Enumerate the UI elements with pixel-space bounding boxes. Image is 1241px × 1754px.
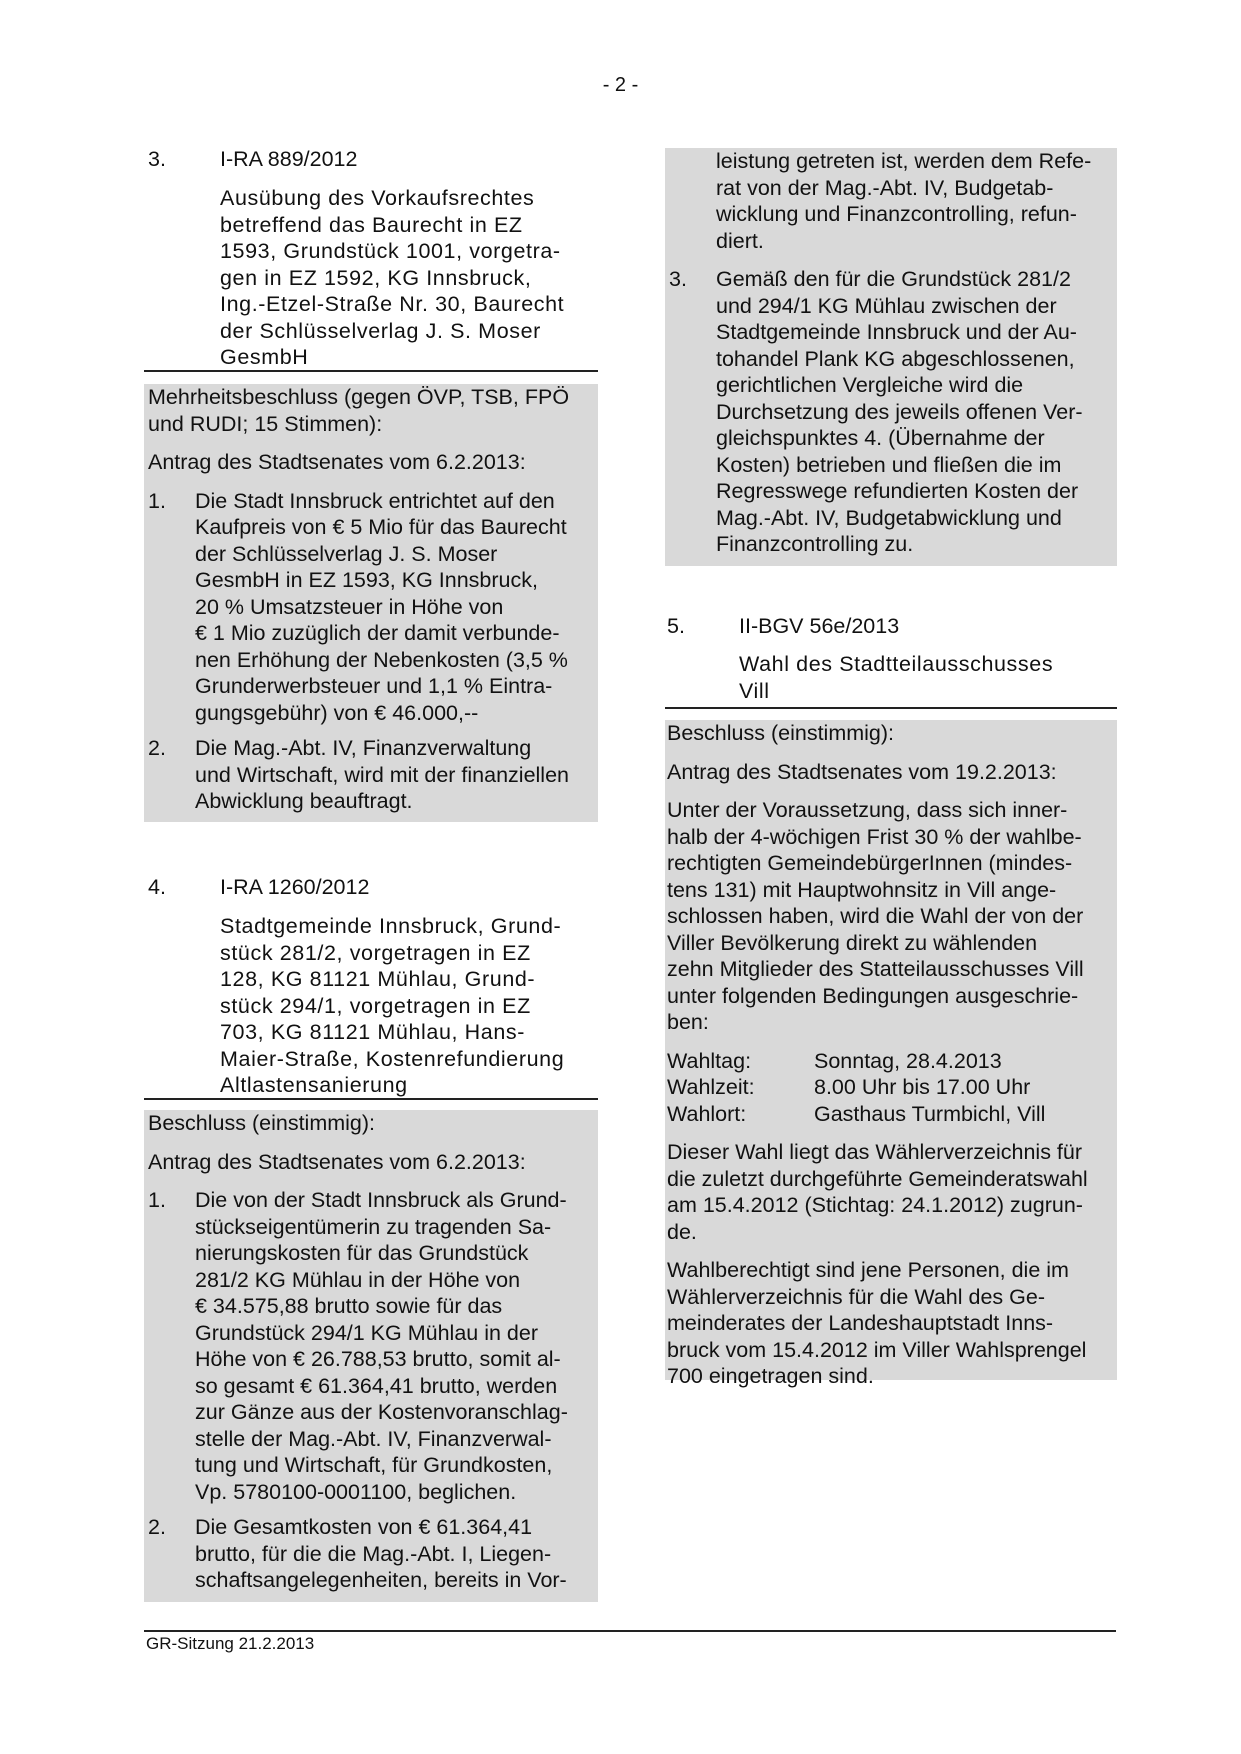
list-number: 1. — [148, 488, 166, 513]
item-number: 3. — [148, 147, 166, 171]
item-5-decision-box — [665, 720, 1117, 1388]
resolution-text: Mehrheitsbeschluss (gegen ÖVP, TSB, FPÖ und RUDI; 15 Stimmen): — [148, 385, 570, 436]
point-list — [148, 1187, 596, 1594]
election-details — [667, 1048, 1115, 1128]
detail-key: Wahlzeit: — [667, 1075, 755, 1099]
detail-key: Wahltag: — [667, 1048, 752, 1073]
text-line: tung und Wirtschaft, für Grundkosten, — [195, 1453, 553, 1477]
footer-text: GR-Sitzung 21.2.2013 — [146, 1634, 315, 1653]
text-line: Wählerverzeichnis für die Wahl des Ge- — [667, 1284, 1045, 1309]
text-line: Wahlberechtigt sind jene Personen, die im — [667, 1258, 1069, 1282]
text-line: Regresswege refundierten Kosten der — [716, 479, 1079, 503]
continuation-text — [669, 148, 1115, 254]
title-line: Stadtgemeinde Innsbruck, Grund- — [220, 914, 562, 938]
text-line: stückseigentümerin zu tragenden Sa- — [195, 1214, 552, 1239]
title-line: GesmbH — [220, 345, 309, 369]
title-line: Ing.-Etzel-Straße Nr. 30, Baurecht — [220, 292, 565, 316]
text-line: Kosten) betrieben und fließen die im — [716, 452, 1062, 477]
text-line: Abwicklung beauftragt. — [195, 789, 413, 813]
item-4-decision-box — [144, 1110, 598, 1602]
title-line: 1593, Grundstück 1001, vorgetra- — [220, 239, 561, 263]
text-line: Die von der Stadt Innsbruck als Grund- — [195, 1188, 567, 1212]
list-item — [669, 266, 1115, 558]
page-number: - 2 - — [602, 74, 639, 96]
item-4-title — [220, 913, 600, 1099]
text-line: schlossen haben, wird die Wahl der von der — [667, 904, 1084, 928]
item-code: II-BGV 56e/2013 — [739, 614, 900, 638]
text-line: und Wirtschaft, wird mit der finanziellen — [195, 762, 570, 787]
text-line: € 1 Mio zuzüglich der damit verbunde- — [195, 621, 560, 645]
title-line: 703, KG 81121 Mühlau, Hans- — [220, 1020, 526, 1044]
text-line: Dieser Wahl liegt das Wählerverzeichnis für — [667, 1140, 1083, 1164]
text-line: unter folgenden Bedingungen ausgeschrie- — [667, 983, 1079, 1008]
text-line: gleichspunktes 4. (Übernahme der — [716, 426, 1045, 450]
footer-divider — [144, 1630, 1116, 1632]
text-line: Kaufpreis von € 5 Mio für das Baurecht — [195, 515, 567, 539]
list-number: 3. — [669, 267, 687, 291]
text-line: stelle der Mag.-Abt. IV, Finanzverwal- — [195, 1426, 552, 1451]
text-line: rat von der Mag.-Abt. IV, Budgetab- — [716, 175, 1054, 200]
text-line: halb der 4-wöchigen Frist 30 % der wahlbe- — [667, 824, 1082, 849]
text-line: schaftsangelegenheiten, bereits in Vor- — [195, 1568, 567, 1592]
text-line: Gemäß den für die Grundstück 281/2 — [716, 267, 1071, 291]
motion-text: Antrag des Stadtsenates vom 19.2.2013: — [667, 759, 1057, 784]
text-line: ben: — [667, 1010, 709, 1034]
text-line: der Schlüsselverlag J. S. Moser — [195, 541, 498, 566]
item-number: 4. — [148, 875, 166, 899]
text-line: die zuletzt durchgeführte Gemeinderatswahl — [667, 1166, 1088, 1191]
text-line: rechtigten GemeindebürgerInnen (mindes- — [667, 851, 1073, 875]
detail-key: Wahlort: — [667, 1101, 747, 1126]
text-line: brutto, für die die Mag.-Abt. I, Liegen- — [195, 1541, 552, 1566]
text-line: Die Mag.-Abt. IV, Finanzverwaltung — [195, 736, 532, 760]
item-code: I-RA 889/2012 — [220, 147, 358, 171]
list-text — [195, 1514, 596, 1594]
text-line: meinderates der Landeshauptstadt Inns- — [667, 1311, 1054, 1335]
text-line: am 15.4.2012 (Stichtag: 24.1.2012) zugrun- — [667, 1193, 1083, 1217]
list-number: 2. — [148, 1515, 166, 1539]
divider — [144, 1098, 598, 1100]
title-line: 128, KG 81121 Mühlau, Grund- — [220, 967, 536, 991]
text-line: de. — [667, 1219, 697, 1244]
text-line: gerichtlichen Vergleiche wird die — [716, 373, 1024, 397]
text-line: zur Gänze aus der Kostenvoranschlag- — [195, 1400, 568, 1424]
list-number: 1. — [148, 1188, 166, 1212]
title-line: Vill — [739, 678, 770, 703]
item-number: 5. — [667, 614, 685, 638]
point-list — [148, 488, 596, 815]
text-line: Mag.-Abt. IV, Budgetabwicklung und — [716, 505, 1062, 530]
text-line: bruck vom 15.4.2012 im Viller Wahlsprengel — [667, 1337, 1087, 1362]
detail-value: Gasthaus Turmbichl, Vill — [814, 1101, 1046, 1126]
resolution-text: Beschluss (einstimmig): — [148, 1111, 375, 1135]
item-5-title — [739, 651, 1119, 704]
divider — [144, 370, 598, 372]
text-line: Viller Bevölkerung direkt zu wählenden — [667, 930, 1038, 955]
text-line: Unter der Voraussetzung, dass sich inner- — [667, 798, 1068, 822]
motion-text: Antrag des Stadtsenates vom 6.2.2013: — [148, 1149, 526, 1174]
motion-text: Antrag des Stadtsenates vom 6.2.2013: — [148, 450, 526, 474]
text-line: 20 % Umsatzsteuer in Höhe von — [195, 594, 504, 619]
detail-value: Sonntag, 28.4.2013 — [814, 1048, 1002, 1073]
text-line: Grunderwerbsteuer und 1,1 % Eintra- — [195, 674, 553, 698]
resolution-text: Beschluss (einstimmig): — [667, 721, 894, 745]
text-line: 281/2 KG Mühlau in der Höhe von — [195, 1267, 521, 1292]
text-line: 700 eingetragen sind. — [667, 1364, 874, 1388]
list-number: 2. — [148, 736, 166, 760]
title-line: stück 294/1, vorgetragen in EZ — [220, 993, 531, 1018]
text-line: GesmbH in EZ 1593, KG Innsbruck, — [195, 568, 538, 592]
text-line: tens 131) mit Hauptwohnsitz in Vill ange- — [667, 877, 1057, 902]
item-3-title — [220, 185, 600, 371]
text-line: Grundstück 294/1 KG Mühlau in der — [195, 1320, 538, 1345]
text-line: nierungskosten für das Grundstück — [195, 1241, 529, 1265]
text-line: Vp. 5780100-0001100, beglichen. — [195, 1479, 517, 1504]
text-line: so gesamt € 61.364,41 brutto, werden — [195, 1373, 558, 1398]
text-line: wicklung und Finanzcontrolling, refun- — [716, 202, 1077, 226]
point-list — [669, 266, 1115, 558]
text-line: und 294/1 KG Mühlau zwischen der — [716, 293, 1057, 318]
text-line: gungsgebühr) von € 46.000,-- — [195, 700, 479, 725]
text-line: € 34.575,88 brutto sowie für das — [195, 1294, 503, 1318]
text-line: nen Erhöhung der Nebenkosten (3,5 % — [195, 647, 568, 672]
detail-row — [667, 1048, 1115, 1075]
title-line: stück 281/2, vorgetragen in EZ — [220, 940, 531, 965]
text-line: zehn Mitglieder des Statteilausschusses Vill — [667, 957, 1084, 981]
text-line: leistung getreten ist, werden dem Refe- — [716, 149, 1092, 173]
title-line: Ausübung des Vorkaufsrechtes — [220, 186, 535, 210]
divider — [665, 707, 1117, 709]
text-line: Finanzcontrolling zu. — [716, 532, 914, 556]
election-paragraph — [667, 797, 1115, 1036]
detail-row — [667, 1101, 1115, 1128]
list-item — [148, 488, 596, 727]
eligibility-paragraph — [667, 1257, 1115, 1390]
text-line: Die Gesamtkosten von € 61.364,41 — [195, 1515, 533, 1539]
list-text — [195, 735, 596, 815]
list-text — [195, 1187, 596, 1505]
list-text — [195, 488, 596, 727]
text-line: diert. — [716, 228, 764, 253]
detail-value: 8.00 Uhr bis 17.00 Uhr — [814, 1075, 1031, 1099]
list-item — [148, 735, 596, 815]
text-line: Stadtgemeinde Innsbruck und der Au- — [716, 320, 1077, 344]
detail-row — [667, 1074, 1115, 1101]
title-line: betreffend das Baurecht in EZ — [220, 212, 523, 237]
text-line: Höhe von € 26.788,53 brutto, somit al- — [195, 1347, 561, 1371]
title-line: gen in EZ 1592, KG Innsbruck, — [220, 265, 532, 290]
title-line: Altlastensanierung — [220, 1073, 408, 1097]
voter-register-paragraph — [667, 1139, 1115, 1245]
title-line: Maier-Straße, Kostenrefundierung — [220, 1046, 565, 1071]
title-line: Wahl des Stadtteilausschusses — [739, 652, 1054, 676]
title-line: der Schlüsselverlag J. S. Moser — [220, 318, 541, 343]
text-line: tohandel Plank KG abgeschlossenen, — [716, 346, 1075, 371]
list-text — [716, 266, 1115, 558]
item-3-decision-box — [144, 384, 598, 822]
item-4-continuation-box — [665, 148, 1117, 566]
item-code: I-RA 1260/2012 — [220, 875, 370, 899]
text-line: Durchsetzung des jeweils offenen Ver- — [716, 399, 1083, 424]
list-item — [148, 1514, 596, 1594]
list-item — [148, 1187, 596, 1505]
text-line: Die Stadt Innsbruck entrichtet auf den — [195, 488, 555, 513]
